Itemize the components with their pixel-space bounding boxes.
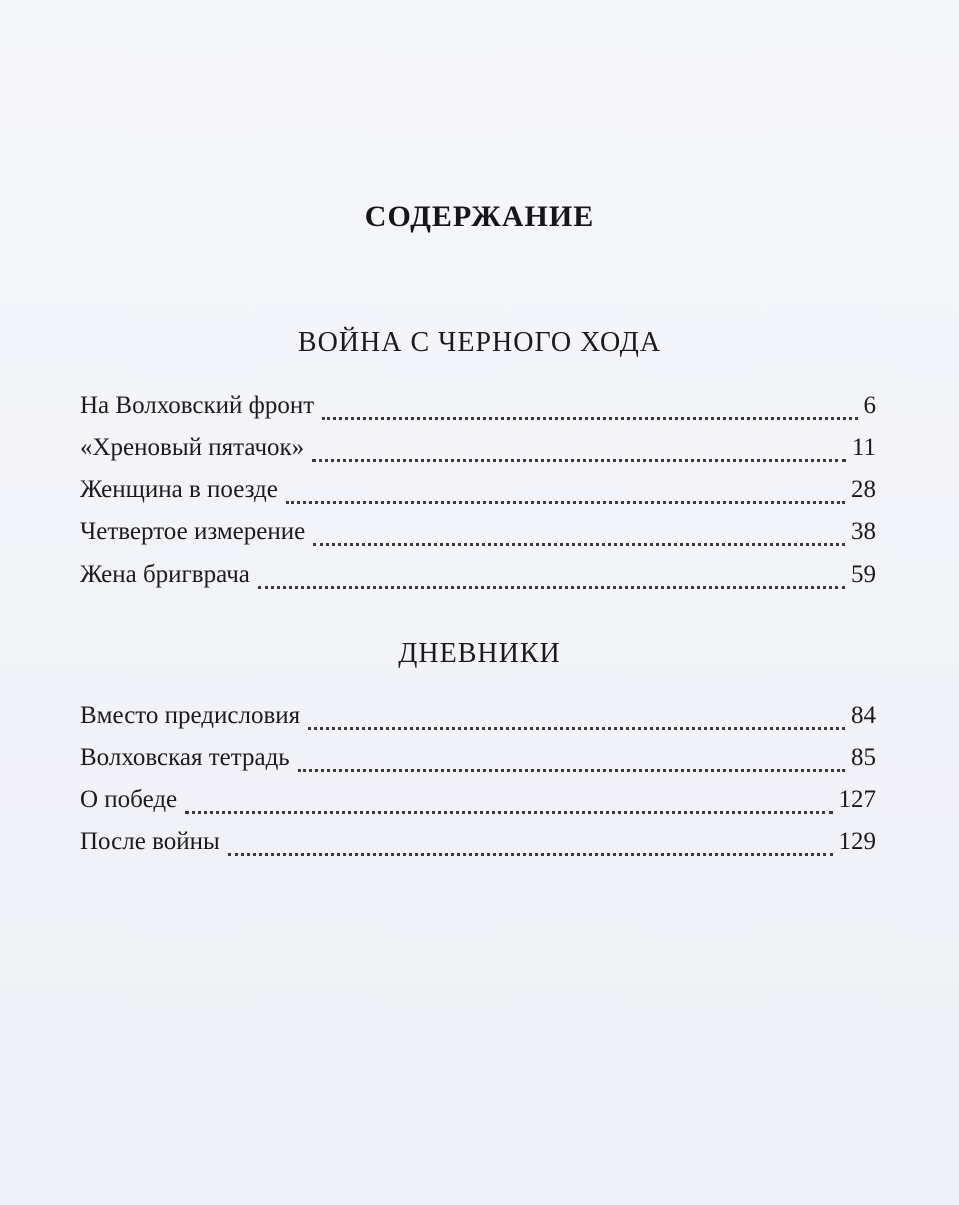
dot-leader xyxy=(258,585,845,589)
contents-title: СОДЕРЖАНИЕ xyxy=(364,200,595,233)
section-heading-war: ВОЙНА С ЧЕРНОГО ХОДА xyxy=(297,327,662,358)
toc-entry-title: Четвертое измерение xyxy=(80,518,306,545)
toc-entry-page: 127 xyxy=(838,786,876,813)
toc-entry-title: Женщина в поезде xyxy=(80,476,278,503)
toc-entry xyxy=(80,738,876,778)
dot-leader xyxy=(298,768,845,772)
toc-entry-title: «Хреновый пятачок» xyxy=(80,434,305,461)
toc-entry xyxy=(80,780,876,820)
dot-leader xyxy=(185,810,832,814)
toc-entry-title: Волховская тетрадь xyxy=(80,744,290,771)
toc-entry-title: На Волховский фронт xyxy=(80,392,315,419)
toc-entry xyxy=(80,822,876,862)
dot-leader xyxy=(228,852,833,856)
toc-entry xyxy=(80,696,876,736)
dot-leader xyxy=(322,416,857,420)
toc-entry-page: 6 xyxy=(863,392,876,419)
toc-entry-page: 84 xyxy=(851,702,876,729)
dot-leader xyxy=(286,500,845,504)
dot-leader xyxy=(312,458,846,462)
toc-entry xyxy=(80,512,876,552)
toc-entry xyxy=(80,428,876,468)
toc-entry xyxy=(80,470,876,510)
toc-entry xyxy=(80,555,876,595)
toc-entry-page: 85 xyxy=(851,744,876,771)
toc-entry-title: О победе xyxy=(80,786,178,813)
toc-entry-title: Вместо предисловия xyxy=(80,702,301,729)
section-heading-diaries: ДНЕВНИКИ xyxy=(398,638,561,669)
toc-entry-page: 28 xyxy=(851,476,876,503)
toc-entry-page: 11 xyxy=(851,434,876,461)
toc-entry-page: 59 xyxy=(851,561,876,588)
toc-entry-page: 129 xyxy=(838,828,876,855)
toc-entry-page: 38 xyxy=(851,518,876,545)
toc-entry xyxy=(80,386,876,426)
dot-leader xyxy=(313,542,845,546)
toc-entry-title: Жена бригврача xyxy=(80,561,250,588)
dot-leader xyxy=(308,726,845,730)
toc-entry-title: После войны xyxy=(80,828,220,855)
